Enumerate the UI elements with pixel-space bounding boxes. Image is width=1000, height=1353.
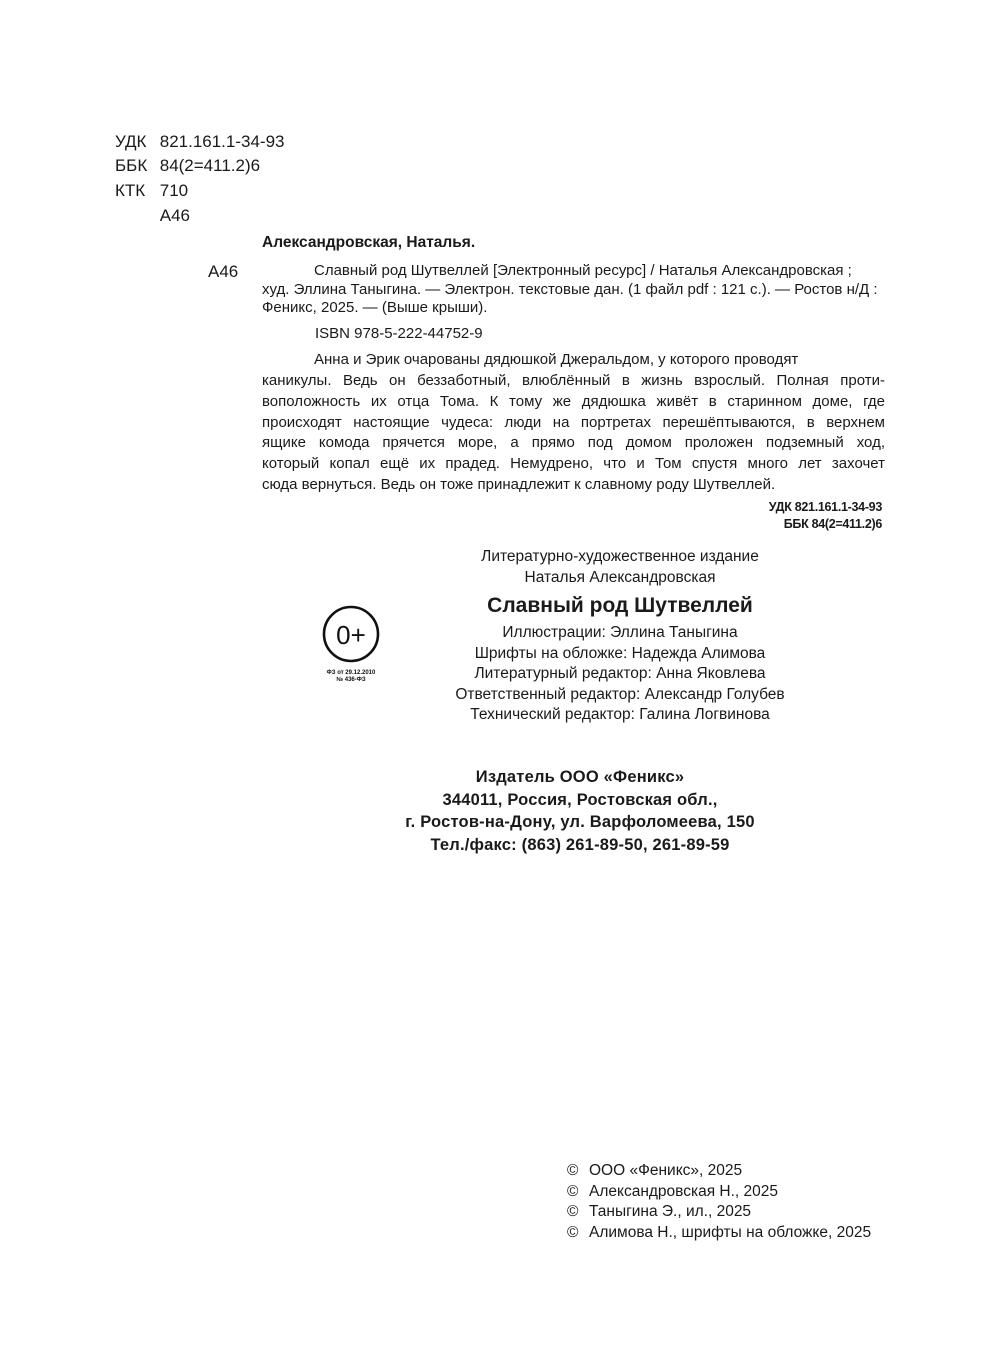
copyright-text: Таныгина Э., ил., 2025 <box>589 1203 752 1220</box>
book-title: Славный род Шутвеллей <box>487 594 753 617</box>
publisher-address-1: 344011, Россия, Ростовская обл., <box>442 790 718 809</box>
udk-label: УДК <box>115 132 147 151</box>
copyright-line <box>567 1161 742 1182</box>
copyright-text: ООО «Феникс», 2025 <box>589 1162 743 1179</box>
copyright-line <box>567 1182 778 1203</box>
copyright-line <box>567 1202 751 1223</box>
bibliographic-line-2: худ. Эллина Таныгина. — Электрон. текстовые дан. (1 файл pdf : 121 с.). — Ростов н/Д : <box>262 280 878 298</box>
credit-cover-fonts: Шрифты на обложке: Надежда Алимова <box>474 644 766 662</box>
annotation-line: ящике комода прячется море, а прямо под домом проложен подземный ход, <box>262 434 885 451</box>
bbk-row <box>115 155 260 177</box>
copyright-icon: © <box>567 1162 579 1179</box>
age-law-line-1: ФЗ от 29.12.2010 <box>326 670 376 676</box>
udk-value: 821.161.1-34-93 <box>159 132 285 151</box>
publisher-address-2: г. Ростов-на-Дону, ул. Варфоломеева, 150 <box>405 813 755 831</box>
udk-row <box>115 131 285 153</box>
age-law-line-2: № 436-ФЗ <box>336 677 366 683</box>
publisher-phone: Тел./факс: (863) 261-89-50, 261-89-59 <box>430 835 730 854</box>
credit-illustrations: Иллюстрации: Эллина Таныгина <box>502 624 738 641</box>
bibliographic-line-1: Славный род Шутвеллей [Электронный ресурс] / Наталья Александровская ; <box>314 262 852 279</box>
age-rating-icon <box>316 604 386 684</box>
copyright-icon: © <box>567 1203 579 1220</box>
copyright-icon: © <box>567 1223 579 1241</box>
publisher-name: Издатель ООО «Феникс» <box>475 768 685 786</box>
ktk-value: 710 <box>159 181 189 200</box>
edition-type: Литературно-художественное издание <box>481 548 759 565</box>
annotation-line: воположность их отца Тома. К тому же дядюшка живёт в старинном доме, где <box>262 393 885 410</box>
copyright-text: Алимова Н., шрифты на обложке, 2025 <box>589 1223 872 1241</box>
age-rating-badge <box>316 604 386 684</box>
annotation-line: каникулы. Ведь он беззаботный, влюблённый в жизнь взрослый. Полная проти- <box>262 372 885 389</box>
copyright-line <box>567 1223 871 1244</box>
small-bbk: ББК 84(2=411.2)6 <box>783 517 882 531</box>
annotation-line: который копал ещё их прадед. Немудрено, что и Том спустя много лет захочет <box>262 455 885 472</box>
ktk-label: КТК <box>115 181 146 200</box>
edition-block <box>330 547 910 726</box>
author-code: А46 <box>208 262 239 281</box>
annotation-line: сюда вернуться. Ведь он тоже принадлежит к славному роду Шутвеллей. <box>262 476 776 493</box>
credit-literary-editor: Литературный редактор: Анна Яковлева <box>474 665 766 682</box>
ktk-row <box>115 180 188 202</box>
bbk-label: ББК <box>115 156 148 175</box>
bbk-value: 84(2=411.2)6 <box>159 156 261 175</box>
credit-responsible-editor: Ответственный редактор: Александр Голубев <box>455 685 785 703</box>
copyright-icon: © <box>567 1182 579 1200</box>
copyright-text: Александровская Н., 2025 <box>589 1182 779 1200</box>
credit-technical-editor: Технический редактор: Галина Логвинова <box>470 706 770 723</box>
annotation-line: Анна и Эрик очарованы дядюшкой Джеральдом, у которого проводят <box>314 351 799 368</box>
bibliographic-line-3: Феникс, 2025. — (Выше крыши). <box>262 299 488 316</box>
isbn: ISBN 978-5-222-44752-9 <box>315 325 483 342</box>
annotation-line: происходят настоящие чудеса: люди на портретах перешёптываются, в верхнем <box>262 414 885 431</box>
author-heading: Александровская, Наталья. <box>262 234 476 251</box>
age-rating-label: 0+ <box>336 620 366 650</box>
publisher-block <box>290 766 870 856</box>
author-sign-row <box>115 205 190 227</box>
edition-author: Наталья Александровская <box>524 568 716 586</box>
small-udk: УДК 821.161.1-34-93 <box>768 500 882 514</box>
author-sign-value: А46 <box>159 206 190 225</box>
